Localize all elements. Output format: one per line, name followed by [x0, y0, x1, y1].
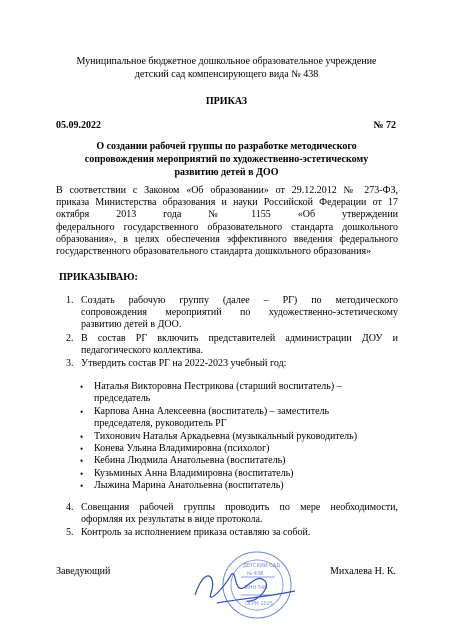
- member-text: председатель: [94, 393, 151, 405]
- member-item: [80, 480, 400, 492]
- member-item: [80, 455, 400, 467]
- org-name-line-1: Муниципальное бюджетное дошкольное образовательное учреждение: [76, 56, 377, 67]
- preamble: [56, 185, 398, 258]
- official-stamp: [187, 545, 307, 620]
- item-number: 2.: [66, 332, 74, 344]
- signatory-position: Заведующий: [56, 566, 111, 577]
- member-item: [80, 431, 400, 443]
- svg-text:№ 438: № 438: [247, 571, 264, 577]
- order-list-continued: [66, 502, 398, 540]
- member-item: [80, 468, 400, 480]
- item-text: Контроль за исполнением приказа оставляю за собой.: [81, 527, 311, 539]
- item-text: сопровождения мероприятий по художественно-эстетическому: [81, 307, 398, 319]
- item-text: Создать рабочую группу (далее – РГ) по методического: [81, 295, 398, 306]
- preamble-line: образования», в целях обеспечения эффективного введения федерального: [56, 233, 398, 245]
- svg-text:ДЕТСКИЙ САД: ДЕТСКИЙ САД: [243, 563, 281, 569]
- doc-title-line-2: сопровождения мероприятий по художественно-эстетическому: [84, 154, 369, 165]
- bullet-icon: •: [80, 456, 84, 467]
- bullet-icon: •: [80, 382, 84, 392]
- member-text: Карпова Анна Алексеевна (воспитатель) – заместитель: [94, 405, 330, 417]
- item-number: 3.: [66, 358, 74, 370]
- member-text: Кебина Людмила Анатольевна (воспитатель): [94, 455, 286, 467]
- doc-number: № 72: [373, 120, 396, 131]
- member-item: [80, 443, 400, 455]
- org-name-line-2: детский сад компенсирующего вида № 438: [134, 69, 319, 80]
- member-text: Наталья Викторовна Пестрикова (старший воспитатель) –: [94, 381, 342, 392]
- preamble-line: федерального государственного образовательного стандарта дошкольного: [56, 221, 398, 233]
- preamble-line: октября 2013 года № 1155 «Об утверждении: [56, 209, 398, 221]
- list-item: [66, 527, 398, 539]
- preamble-line: В соответствии с Законом «Об образовании» от 29.12.2012 № 273-ФЗ,: [56, 185, 398, 196]
- order-list: [66, 295, 398, 370]
- list-item: [66, 502, 398, 526]
- list-item: [66, 295, 398, 332]
- member-text: Кузьминых Анна Владимировна (воспитатель): [94, 467, 294, 479]
- item-number: 4.: [66, 502, 74, 513]
- item-text: педагогического коллектива.: [81, 344, 203, 356]
- signatory-name: Михалева Н. К.: [330, 566, 396, 577]
- member-text: Тихонович Наталья Аркадьевна (музыкальный руководитель): [94, 430, 358, 442]
- bullet-icon: •: [80, 481, 84, 492]
- svg-text:ОГРН 1025: ОГРН 1025: [245, 601, 274, 607]
- item-text: Утвердить состав РГ на 2022-2023 учебный год:: [81, 358, 287, 370]
- doc-title-line-3: развитию детей в ДОО: [174, 167, 279, 178]
- order-word: ПРИКАЗЫВАЮ:: [59, 272, 138, 283]
- preamble-line: государственного образовательного стандарта дошкольного образования»: [56, 246, 372, 258]
- item-text: оформляя их результаты в виде протокола.: [81, 514, 263, 526]
- bullet-icon: •: [80, 468, 84, 479]
- svg-text:ИНН 540: ИНН 540: [245, 585, 268, 591]
- item-text: В состав РГ включить представителей администрации ДОУ и: [81, 332, 398, 344]
- doc-date: 05.09.2022: [56, 120, 101, 131]
- member-text: Конева Ульяна Владимировна (психолог): [94, 443, 270, 455]
- bullet-icon: •: [80, 444, 84, 455]
- item-number: 5.: [66, 527, 74, 539]
- bullet-icon: •: [80, 406, 84, 417]
- list-item: [66, 333, 398, 357]
- member-text: председателя, руководитель РГ: [94, 418, 227, 430]
- item-text: развитию детей в ДОО.: [81, 319, 182, 331]
- item-number: 1.: [66, 295, 74, 306]
- bullet-icon: •: [80, 431, 84, 442]
- member-item: [80, 381, 400, 406]
- member-text: Лыжина Марина Анатольевна (воспитатель): [94, 480, 284, 492]
- item-text: Совещания рабочей группы проводить по мере необходимости,: [81, 502, 398, 513]
- preamble-line: приказа Министерства образования и науки Российской Федерации от 17: [56, 197, 398, 209]
- members-list: [80, 381, 400, 493]
- list-item: [66, 358, 398, 370]
- member-item: [80, 406, 400, 431]
- doc-type: ПРИКАЗ: [205, 96, 248, 107]
- doc-title-line-1: О создании рабочей группы по разработке методического: [96, 141, 357, 152]
